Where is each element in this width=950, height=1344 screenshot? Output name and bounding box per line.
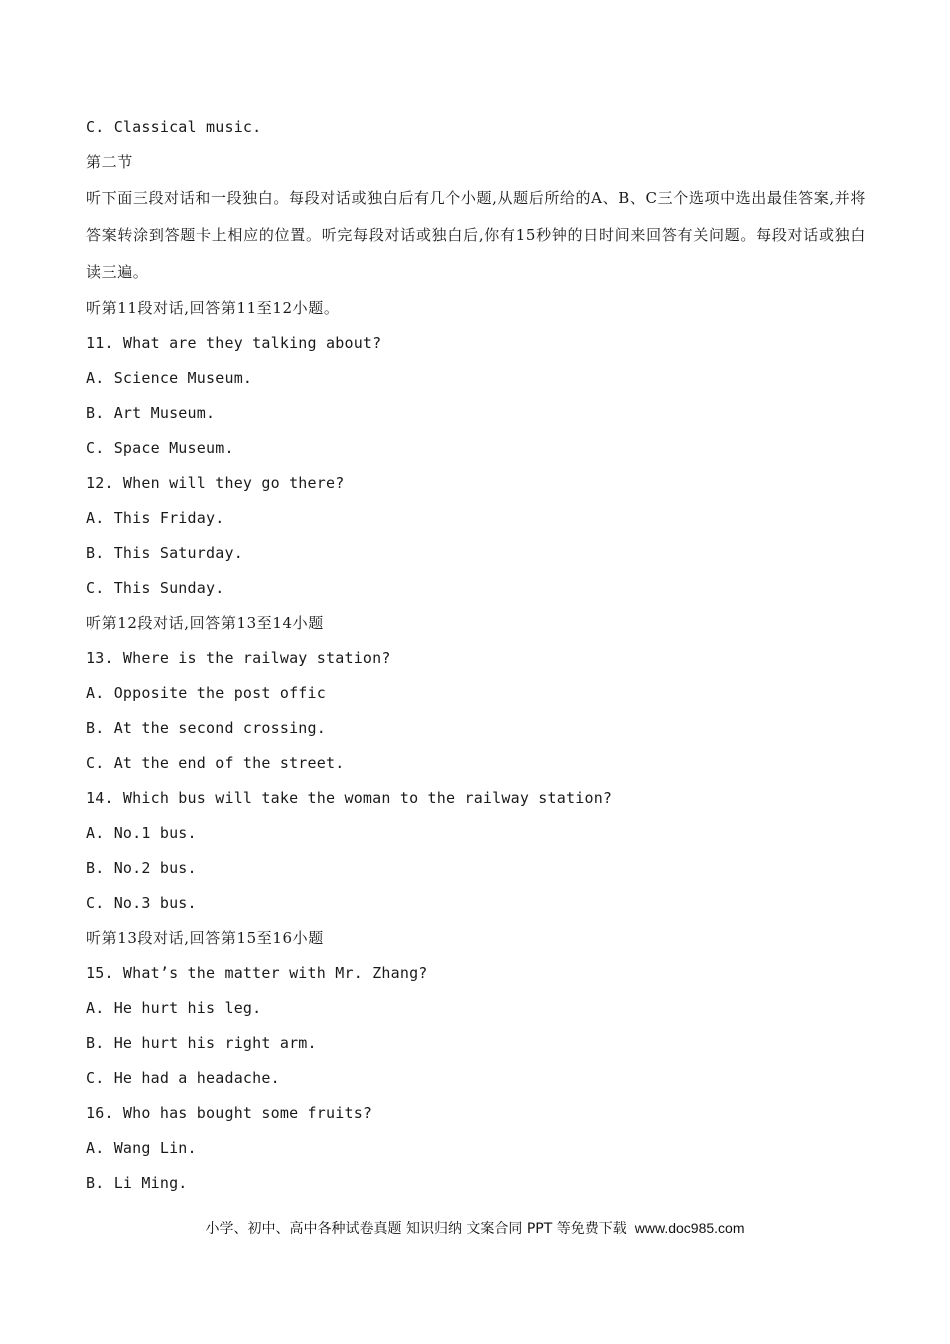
question-15-option-c: C. He had a headache. <box>86 1069 280 1087</box>
question-16: 16. Who has bought some fruits? <box>86 1104 373 1122</box>
question-14: 14. Which bus will take the woman to the railway station? <box>86 789 613 807</box>
question-14-option-c: C. No.3 bus. <box>86 894 197 912</box>
question-16-option-b: B. Li Ming. <box>86 1174 188 1192</box>
question-13-option-b: B. At the second crossing. <box>86 719 326 737</box>
dialogue-11-intro: 听第11段对话,回答第11至12小题。 <box>86 299 340 317</box>
question-13-option-a: A. Opposite the post offic <box>86 684 326 702</box>
footer-text: 小学、初中、高中各种试卷真题 知识归纳 文案合同 PPT 等免费下载 <box>205 1221 627 1237</box>
question-12: 12. When will they go there? <box>86 474 345 492</box>
question-12-option-c: C. This Sunday. <box>86 579 225 597</box>
dialogue-12-intro: 听第12段对话,回答第13至14小题 <box>86 614 324 632</box>
question-11-option-a: A. Science Museum. <box>86 369 253 387</box>
question-15-option-a: A. He hurt his leg. <box>86 999 262 1017</box>
question-16-option-a: A. Wang Lin. <box>86 1139 197 1157</box>
question-15: 15. What’s the matter with Mr. Zhang? <box>86 964 428 982</box>
section-instructions: 听下面三段对话和一段独白。每段对话或独白后有几个小题,从题后所给的A、B、C三个选项中选出最佳答案,并将答案转涂到答题卡上相应的位置。听完每段对话或独白后,你有15秒钟的日时间来回答有关问题。每段对话或独白读三遍。 <box>86 189 866 281</box>
question-12-option-a: A. This Friday. <box>86 509 225 527</box>
question-11: 11. What are they talking about? <box>86 334 382 352</box>
question-11-option-c: C. Space Museum. <box>86 439 234 457</box>
question-12-option-b: B. This Saturday. <box>86 544 243 562</box>
document-body <box>86 110 876 1201</box>
footer-url: www.doc985.com <box>634 1220 745 1236</box>
section-title: 第二节 <box>86 153 133 171</box>
page-footer <box>0 1218 950 1238</box>
option-c-classical-music: C. Classical music. <box>86 118 262 136</box>
question-13: 13. Where is the railway station? <box>86 649 391 667</box>
question-14-option-a: A. No.1 bus. <box>86 824 197 842</box>
question-11-option-b: B. Art Museum. <box>86 404 216 422</box>
question-15-option-b: B. He hurt his right arm. <box>86 1034 317 1052</box>
question-14-option-b: B. No.2 bus. <box>86 859 197 877</box>
question-13-option-c: C. At the end of the street. <box>86 754 345 772</box>
dialogue-13-intro: 听第13段对话,回答第15至16小题 <box>86 929 324 947</box>
